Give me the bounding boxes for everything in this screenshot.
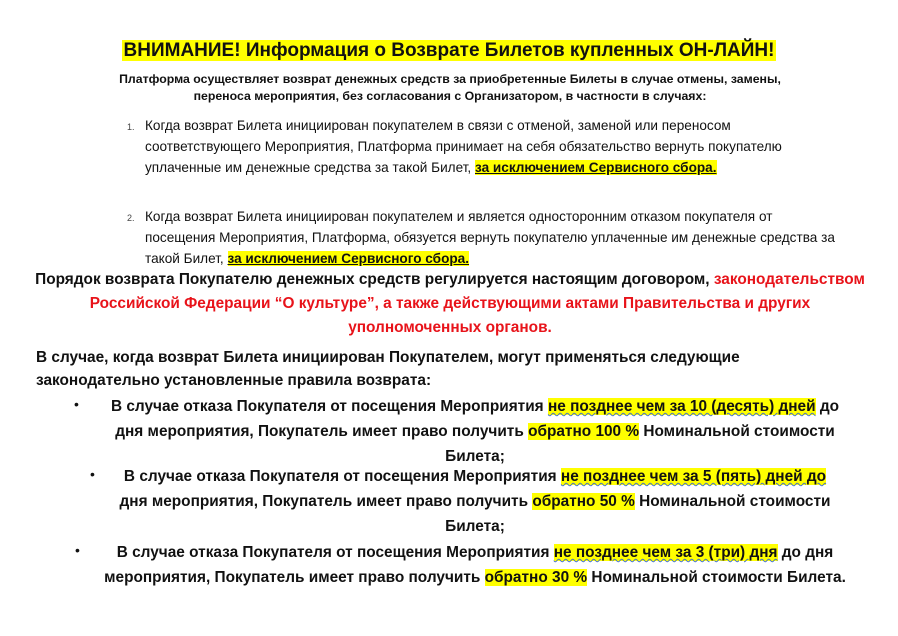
refund-rule bbox=[95, 540, 855, 590]
list-item-number: 2. bbox=[127, 213, 135, 223]
list-item-number: 1. bbox=[127, 122, 135, 132]
return-order-law-text: законодательством Российской Федерации “О культуре”, а также действующими актами Правительства и других уполномоченных органов. bbox=[89, 271, 865, 336]
rule-text: В случае отказа Покупателя от посещения Мероприятия bbox=[116, 544, 554, 561]
case-intro-paragraph: В случае, когда возврат Билета инициирован Покупателем, могут применяться следующие законодательно установленные правила возврата: bbox=[36, 349, 740, 389]
bullet-icon: • bbox=[90, 466, 95, 482]
rule-deadline: не позднее чем за 5 (пять) дней до bbox=[560, 468, 827, 485]
refund-rule bbox=[95, 394, 855, 469]
return-order-text: Порядок возврата Покупателю денежных средств регулируется настоящим договором, bbox=[35, 271, 714, 288]
bullet-icon: • bbox=[75, 542, 80, 558]
list-item-text: Когда возврат Билета инициирован покупателем и является односторонним отказом покупателя от посещения Мероприятия, Платформа, обязуется вернуть покупателю уплаченные им денежные средства за такой Билет, bbox=[145, 209, 835, 266]
refund-rule bbox=[110, 464, 840, 539]
rule-refund-percent: обратно 50 % bbox=[532, 493, 635, 510]
page-title-text: ВНИМАНИЕ! Информация о Возврате Билетов купленных ОН-ЛАЙН! bbox=[123, 40, 775, 61]
rule-deadline: не позднее чем за 10 (десять) дней bbox=[547, 398, 816, 415]
list-item-highlight: за исключением Сервисного сбора. bbox=[227, 251, 470, 266]
rule-refund-percent: обратно 30 % bbox=[484, 569, 588, 586]
rule-text: Номинальной стоимости Билета; bbox=[445, 493, 831, 535]
list-item-highlight: за исключением Сервисного сбора. bbox=[475, 160, 717, 175]
rule-text: Номинальной стоимости Билета; bbox=[445, 423, 835, 465]
rule-deadline: не позднее чем за 3 (три) дня bbox=[553, 544, 778, 561]
rule-text: В случае отказа Покупателя от посещения Мероприятия bbox=[110, 398, 548, 415]
bullet-icon: • bbox=[74, 396, 79, 412]
rule-text: до дня мероприятия, Покупатель имеет право получить bbox=[104, 544, 834, 586]
list-item bbox=[145, 206, 835, 269]
list-item-text: Когда возврат Билета инициирован покупателем в связи с отменой, заменой или переносом соответствующего Мероприятия, Платформа принимает на себя обязательство вернуть покупателю уплаченные им денежные средства за такой Билет, bbox=[145, 118, 782, 175]
rule-text: до дня мероприятия, Покупатель имеет право получить bbox=[115, 398, 840, 440]
rule-text: В случае отказа Покупателя от посещения Мероприятия bbox=[123, 468, 561, 485]
rule-text: дня мероприятия, Покупатель имеет право получить bbox=[119, 493, 533, 510]
return-order-paragraph bbox=[30, 268, 870, 340]
list-item bbox=[145, 115, 825, 178]
page-title bbox=[0, 40, 898, 62]
intro-paragraph: Платформа осуществляет возврат денежных средств за приобретенные Билеты в случае отмены, замены, переноса мероприятия, без согласования с Организатором, в частности в случаях: bbox=[119, 72, 781, 103]
rule-text: Номинальной стоимости Билета. bbox=[587, 569, 846, 586]
rule-refund-percent: обратно 100 % bbox=[528, 423, 640, 440]
